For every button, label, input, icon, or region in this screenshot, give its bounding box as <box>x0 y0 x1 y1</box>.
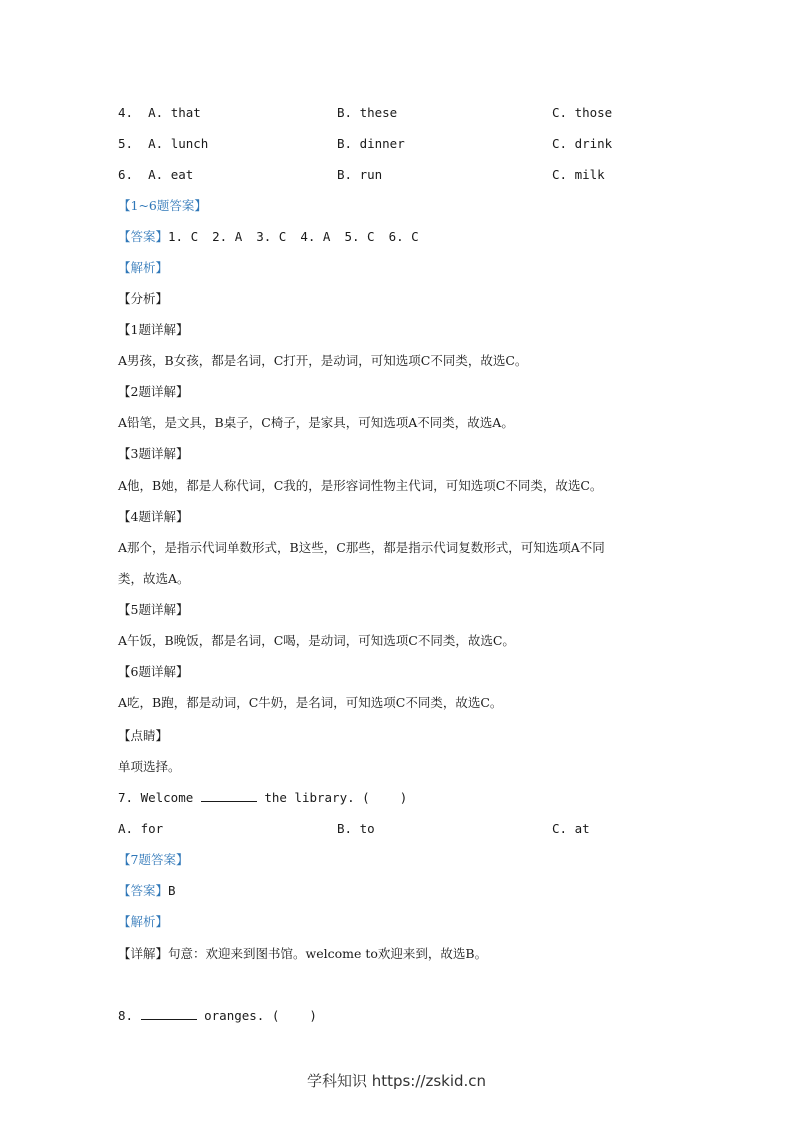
dianjing-text: 单项选择。 <box>118 759 181 774</box>
answer-item: 2. A <box>212 229 243 244</box>
answer-label: 【答案】 <box>118 883 169 898</box>
q7-prefix: 7. Welcome <box>118 790 194 805</box>
detail-heading-5: 【5题详解】 <box>118 602 189 617</box>
detail-text-6: A吃，B跑，都是动词，C牛奶，是名词，可知选项C不同类，故选C。 <box>118 695 503 710</box>
detail-text-3: A他，B她，都是人称代词，C我的，是形容词性物主代词，可知选项C不同类，故选C。 <box>118 478 603 493</box>
footer-watermark: 学科知识 https://zskid.cn <box>306 1072 487 1090</box>
option-b: B. run <box>337 167 383 182</box>
fenxi-label: 【分析】 <box>118 291 169 306</box>
detail-heading-6: 【6题详解】 <box>118 664 189 679</box>
detail-text-2: A铅笔，是文具，B桌子，C椅子，是家具，可知选项A不同类，故选A。 <box>118 415 514 430</box>
answer-heading-7: 【7题答案】 <box>118 852 189 867</box>
detail-text: 句意：欢迎来到图书馆。welcome to欢迎来到，故选B。 <box>168 946 488 961</box>
option-c: C. drink <box>552 136 613 151</box>
question-number: 6. <box>118 167 134 182</box>
option-b: B. to <box>337 821 375 836</box>
answers-1-6-row <box>118 228 733 246</box>
option-b: B. dinner <box>337 136 405 151</box>
detail-heading-3: 【3题详解】 <box>118 446 189 461</box>
option-b: B. these <box>337 105 398 120</box>
option-a: A. eat <box>148 167 194 182</box>
q8-close: ) <box>309 1008 317 1023</box>
detail-text-4-cont: 类，故选A。 <box>118 571 190 586</box>
detail-text-1: A男孩，B女孩，都是名词，C打开，是动词，可知选项C不同类，故选C。 <box>118 353 528 368</box>
option-c: C. at <box>552 821 590 836</box>
detail-heading-1: 【1题详解】 <box>118 322 189 337</box>
detail-text-4: A那个，是指示代词单数形式，B这些，C那些，都是指示代词复数形式，可知选项A不同 <box>118 540 605 555</box>
answer-label: 【答案】 <box>118 229 169 244</box>
q7-suffix: the library. ( <box>264 790 370 805</box>
answer-item: 5. C <box>344 229 375 244</box>
answer-item: 4. A <box>300 229 331 244</box>
detail-label: 【详解】 <box>118 946 169 961</box>
detail-row-7 <box>118 945 733 963</box>
option-a: A. for <box>118 821 164 836</box>
answer-blank <box>141 1008 197 1020</box>
question-7-stem <box>118 789 733 807</box>
option-a: A. lunch <box>148 136 209 151</box>
answer-item: 1. C <box>168 229 199 244</box>
question-number: 4. <box>118 105 134 120</box>
dianjing-label: 【点睛】 <box>118 728 169 743</box>
q7-close: ) <box>399 790 408 805</box>
answer-item: 6. C <box>388 229 419 244</box>
answer-7-row <box>118 882 733 900</box>
detail-text-5: A午饭，B晚饭，都是名词，C喝，是动词，可知选项C不同类，故选C。 <box>118 633 515 648</box>
answer-heading-1-6: 【1~6题答案】 <box>118 198 207 213</box>
option-a: A. that <box>148 105 201 120</box>
answer-blank <box>201 790 257 802</box>
analysis-label-7: 【解析】 <box>118 914 169 929</box>
q8-prefix: 8. <box>118 1008 134 1023</box>
detail-heading-2: 【2题详解】 <box>118 384 189 399</box>
option-c: C. milk <box>552 167 605 182</box>
answer-value: B <box>168 883 176 898</box>
analysis-label: 【解析】 <box>118 260 169 275</box>
question-number: 5. <box>118 136 134 151</box>
question-8-stem <box>118 1007 733 1025</box>
detail-heading-4: 【4题详解】 <box>118 509 189 524</box>
option-c: C. those <box>552 105 613 120</box>
q8-suffix: oranges. ( <box>204 1008 280 1023</box>
answer-item: 3. C <box>256 229 287 244</box>
